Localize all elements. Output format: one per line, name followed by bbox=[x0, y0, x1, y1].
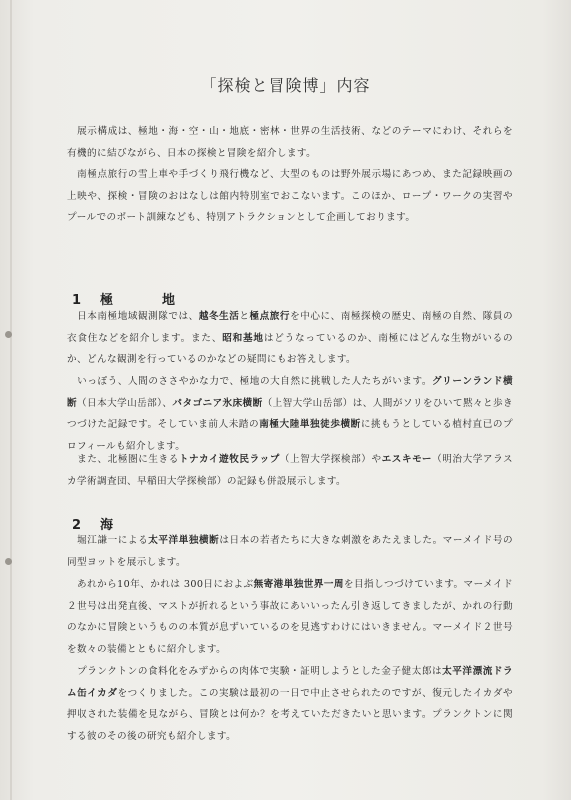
section-paragraph bbox=[67, 661, 513, 748]
bold-term: 昭和基地 bbox=[222, 332, 264, 344]
text-run: （明治大学アラスカ学術調査団、早稲田大学探検部）の記録も併設展示します。 bbox=[67, 454, 513, 487]
text-run: はどうなっているのか、南極にはどんな生物がいるのか、どんな観測を行っているのかなどの疑問にもお答えします。 bbox=[67, 332, 513, 366]
intro-paragraph-2: 南極点旅行の雪上車や手づくり飛行機など、大型のものは野外展示場にあつめ、また記録映画の上映や、探検・冒険のおはなしは館内特別室でおこないます。このほか、ロープ・ワークの実習やプールでのボート訓練なども、特別アトラクションとして企画しております。 bbox=[67, 169, 513, 224]
section-paragraph bbox=[67, 449, 513, 492]
bold-term: 太平洋単独横断 bbox=[148, 535, 220, 546]
text-run: と bbox=[239, 311, 250, 322]
section-number: 1 bbox=[72, 293, 83, 308]
section-paragraph bbox=[67, 371, 513, 458]
section-paragraph bbox=[67, 574, 513, 661]
binding-hole bbox=[5, 331, 12, 338]
text-run: 日本南極地域観測隊では、 bbox=[67, 311, 199, 322]
text-run: また、北極圏に生きる bbox=[67, 454, 179, 465]
bold-term: グリーンランド横断 bbox=[67, 376, 513, 409]
section-title: 極 地 bbox=[100, 293, 194, 308]
text-run: （上智大学山岳部）は、人間がソリをひいて黙々と歩きつづけた記録です。そしていま前人未踏の bbox=[67, 397, 514, 431]
section-paragraph bbox=[67, 530, 513, 573]
intro-paragraph-1: 展示構成は、極地・海・空・山・地底・密林・世界の生活技術、などのテーマにわけ、それらを有機的に結びながら、日本の探検と冒険を紹介します。 bbox=[67, 126, 513, 159]
bold-term: 無寄港単独世界一周 bbox=[253, 579, 344, 590]
bold-term: 南極大陸単独徒歩横断 bbox=[259, 419, 361, 431]
text-run: （日本大学山岳部）、 bbox=[77, 397, 173, 409]
section-title: 海 bbox=[100, 518, 115, 533]
bold-term: エスキモー bbox=[381, 454, 433, 465]
document-title: 「探検と冒険博」内容 bbox=[200, 76, 371, 95]
text-run: を中心に、南極探検の歴史、南極の自然、隊員の衣食住などを紹介します。また、 bbox=[67, 311, 513, 344]
text-run: 堀江謙一による bbox=[67, 535, 149, 546]
page-fold bbox=[10, 0, 12, 800]
text-run: をつくりました。この実験は最初の一日で中止させられたのですが、復元したイカダや押収された装備を見ながら、冒険とは何か？を考えていただきたいと思います。プランクトンに関する彼のその後の研究も紹介します。 bbox=[67, 687, 513, 743]
text-run: プランクトンの食料化をみずからの肉体で実験・証明しようとした金子健太郎は bbox=[67, 666, 443, 677]
bold-term: パタゴニア氷床横断 bbox=[172, 397, 263, 409]
text-run: を目指しつづけています。マーメイド２世号は出発直後、マストが折れるという事故にあいいったん引き返してきましたが、かれの行動のなかに冒険というものの本質が息ずいているのを見逃すわけにはいきません。マーメイド２世号を数々の装備とともに紹介します。 bbox=[67, 579, 513, 656]
bold-term: 越冬生活 bbox=[198, 311, 240, 322]
bold-term: 極点旅行 bbox=[249, 311, 291, 322]
binding-hole bbox=[5, 558, 12, 565]
section-paragraph bbox=[67, 306, 513, 371]
text-run: は日本の若者たちに大きな刺激をあたえました。マーメイド号の同型ヨットを展示します。 bbox=[67, 535, 513, 568]
bold-term: 太平洋漂流ドラム缶イカダ bbox=[67, 666, 513, 699]
section-number: 2 bbox=[72, 518, 83, 533]
bold-term: トナカイ遊牧民ラップ bbox=[178, 454, 280, 465]
text-run: あれから10年、かれは 300日におよぶ bbox=[67, 579, 254, 590]
text-run: （上智大学探検部）や bbox=[279, 454, 382, 465]
text-run: に挑もうとしている植村直已のプロフィールも紹介します。 bbox=[67, 419, 514, 453]
text-run: いっぽう、人間のささやかな力で、極地の大自然に挑戦した人たちがいます。 bbox=[67, 376, 433, 387]
